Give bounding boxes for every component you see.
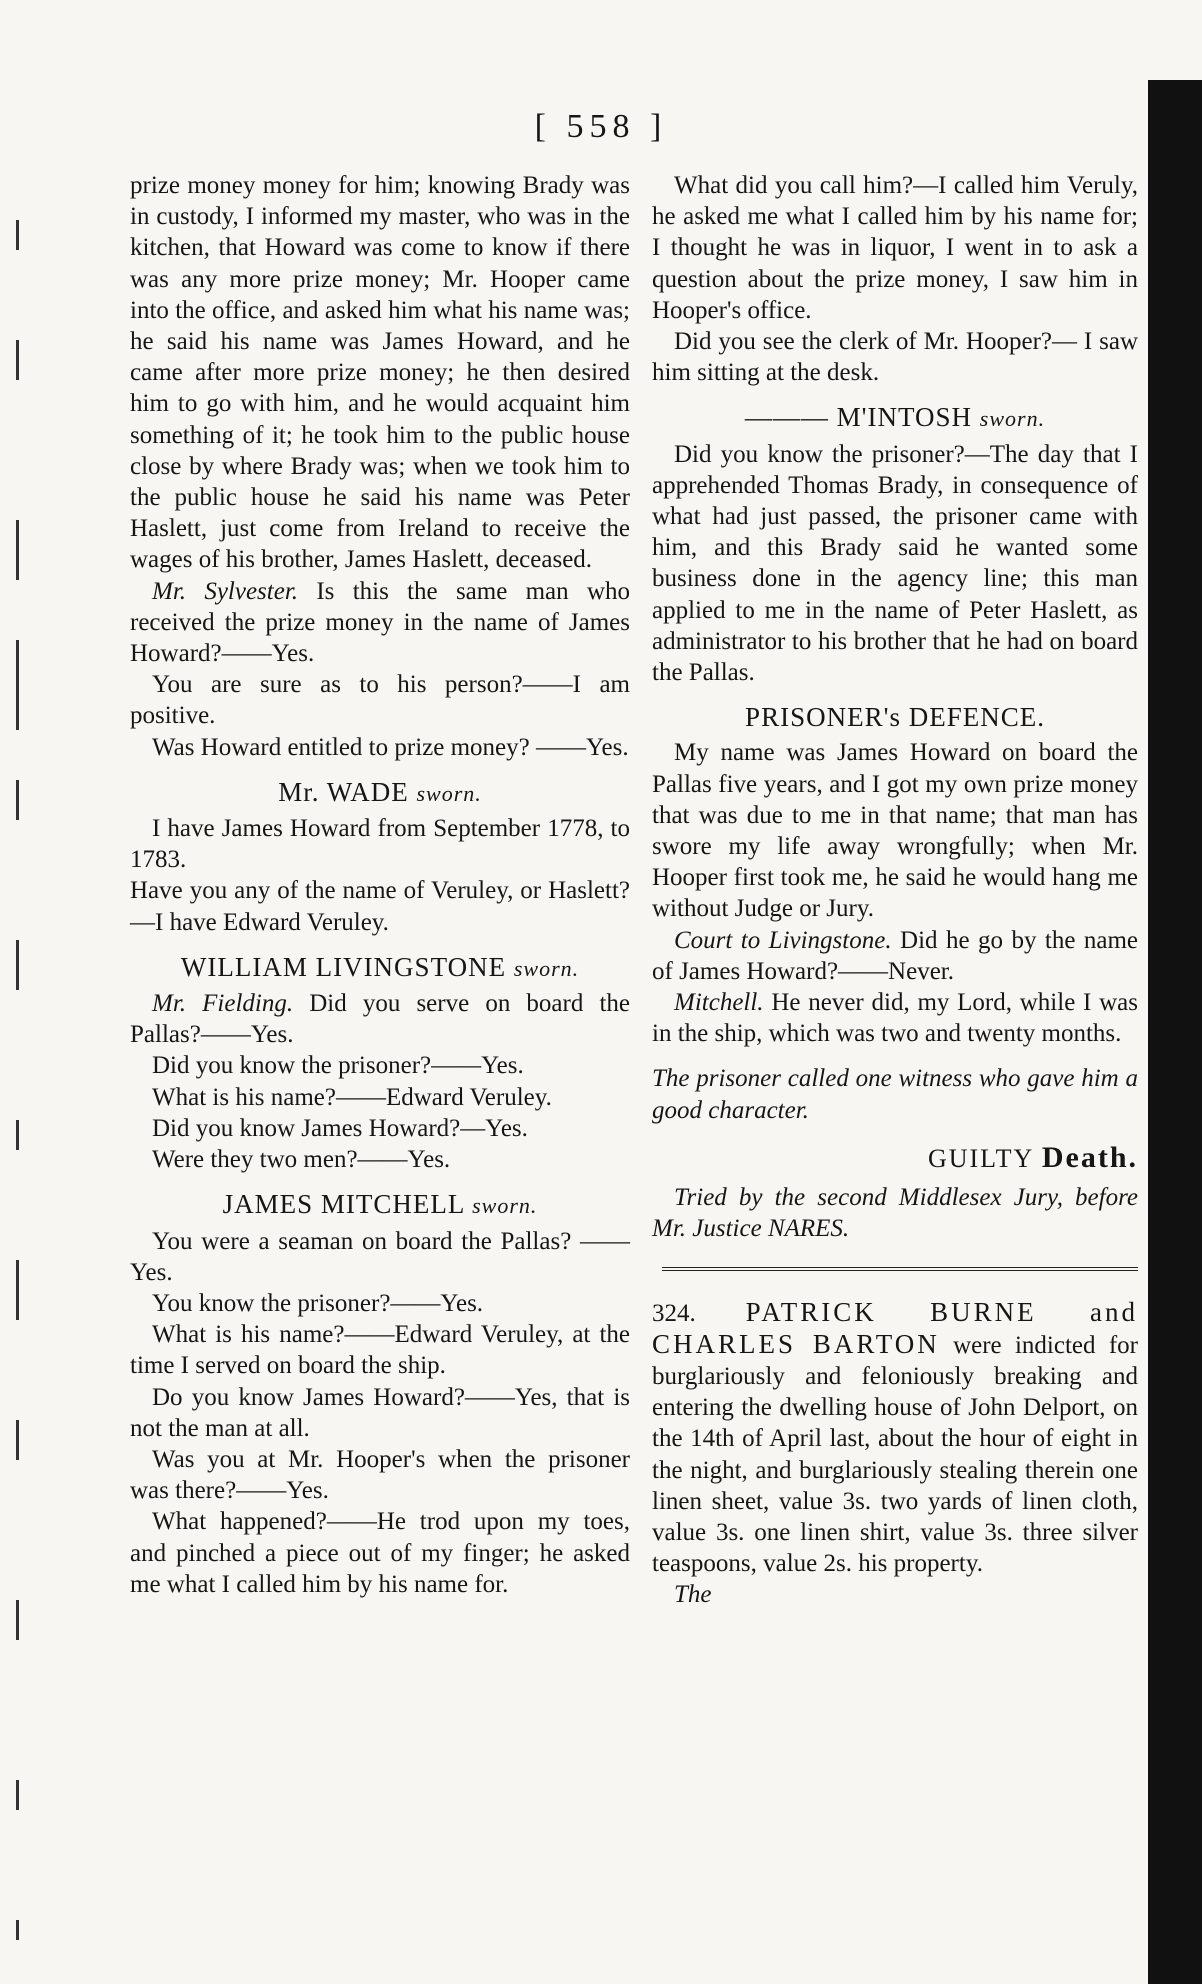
case-number: 324. [652,1299,696,1327]
defendant-names: PATRICK BURNE and CHARLES BARTON [652,1296,1138,1359]
paragraph: Do you know James Howard?——Yes, that is not the man at all. [130,1383,630,1442]
paragraph: What is his name?——Edward Veruley, at the time I served on board the ship. [130,1321,630,1380]
witness-heading [652,402,1138,434]
paragraph [130,988,630,1050]
paragraph: Did you know the prisoner?—The day that I apprehended Thomas Brady, in consequence of what had just passed, the prisoner came with him, and this Brady said he wanted some business done in the agency line; this man applied to me in the name of Peter Haslett, as administrator to his brother that he had on board the Pallas. [652,440,1138,687]
paragraph: Was Howard entitled to prize money? ——Yes. [152,733,629,761]
paragraph [652,925,1138,987]
verdict-guilty: GUILTY [927,1143,1034,1173]
book-spine-shadow [1148,80,1202,1984]
paragraph: Did you see the clerk of Mr. Hooper?— I saw him sitting at the desk. [652,328,1138,387]
witness-heading [130,777,630,809]
paragraph: What is his name?——Edward Veruley. [152,1083,552,1111]
speaker: Mr. Sylvester. [152,577,299,605]
paragraph [130,576,630,670]
sworn-label: sworn. [513,955,580,981]
verdict-death: Death. [1041,1140,1138,1174]
paragraph: prize money money for him; knowing Brady was in custody, I informed my master, who was in the kitchen, that Howard was come to know if there was any more prize money; Mr. Hooper came into the office, and asked him what his name was; he said his name was James Howard, and he came after more prize money; he then desired him to go with him, and he would acquaint him something of it; he took him to the public house close by where Brady was; when we took him to the public house he said his name was Peter Haslett, just come from Ireland to receive the wages of his brother, James Haslett, deceased. [130,172,630,574]
paragraph: What happened?——He trod upon my toes, and pinched a piece out of my finger; he asked me what I called him by his name for. [130,1508,630,1598]
paragraph: Were they two men?——Yes. [152,1146,451,1174]
speaker: Mitchell. [674,989,764,1017]
paragraph: Did you know James Howard?—Yes. [152,1114,528,1142]
left-column [130,170,630,1600]
paragraph-text: Did he go by the name of James Howard?——Never. [652,926,1138,985]
page-number: [ 558 ] [534,108,668,145]
witness-name: JAMES MITCHELL [222,1189,465,1220]
paragraph: Was you at Mr. Hooper's when the prisoner was there?——Yes. [130,1445,630,1505]
paragraph: Did you know the prisoner?——Yes. [152,1052,524,1080]
case-paragraph [652,1297,1138,1580]
speaker: Mr. Fielding. [152,990,294,1018]
witness-name: ——— M'INTOSH [744,402,973,433]
paragraph-text: Is this the same man who received the prize money in the name of James Howard?——Yes. [130,577,630,668]
margin-binding-marks [6,220,46,1960]
witness-name: WILLIAM LIVINGSTONE [180,951,507,982]
paragraph-text: Did you serve on board the Pallas?——Yes. [130,990,631,1049]
paragraph: Have you any of the name of Veruley, or Haslett?—I have Edward Veruley. [130,877,630,936]
witness-heading [130,952,630,984]
paragraph [652,987,1138,1049]
trial-note: Tried by the second Middlesex Jury, before Mr. Justice NARES. [652,1184,1138,1243]
speaker: Court to Livingstone. [674,926,892,954]
section-divider [662,1267,1138,1271]
witness-note: The prisoner called one witness who gave him a good character. [652,1065,1138,1124]
witness-name: Mr. WADE [278,776,409,807]
sworn-label: sworn. [416,780,482,806]
witness-heading [130,1189,630,1221]
paragraph: You were a seaman on board the Pallas? ——Yes. [130,1227,630,1286]
sworn-label: sworn. [472,1193,538,1219]
catchword: The [674,1581,712,1609]
paragraph: What did you call him?—I called him Veruly, he asked me what I called him by his name for; I thought he was in liquor, I went in to ask a question about the prize money, I saw him in Hooper's office. [652,172,1138,324]
verdict [652,1142,1138,1174]
case-text: were indicted for burglariously and feloniously breaking and entering the dwelling house of John Delport, on the 14th of April last, about the hour of eight in the night, and burglariously stealing therein one linen sheet, value 3s. two yards of linen cloth, value 3s. one linen shirt, value 3s. three silver teaspoons, value 2s. his property. [652,1331,1138,1578]
paragraph-text: He never did, my Lord, while I was in the ship, which was two and twenty months. [652,989,1139,1048]
paragraph: You know the prisoner?——Yes. [152,1289,484,1317]
paragraph: My name was James Howard on board the Pallas five years, and I got my own prize money that was due to me in that name; that man has swore my life away wrongfully; when Mr. Hooper first took me, he said he would hang me without Judge or Jury. [652,739,1138,923]
defence-heading: PRISONER's DEFENCE. [745,702,1045,733]
sworn-label: sworn. [979,406,1046,432]
paragraph: I have James Howard from September 1778, to 1783. [130,815,630,874]
paragraph: You are sure as to his person?——I am positive. [130,671,630,730]
right-column [652,170,1138,1611]
